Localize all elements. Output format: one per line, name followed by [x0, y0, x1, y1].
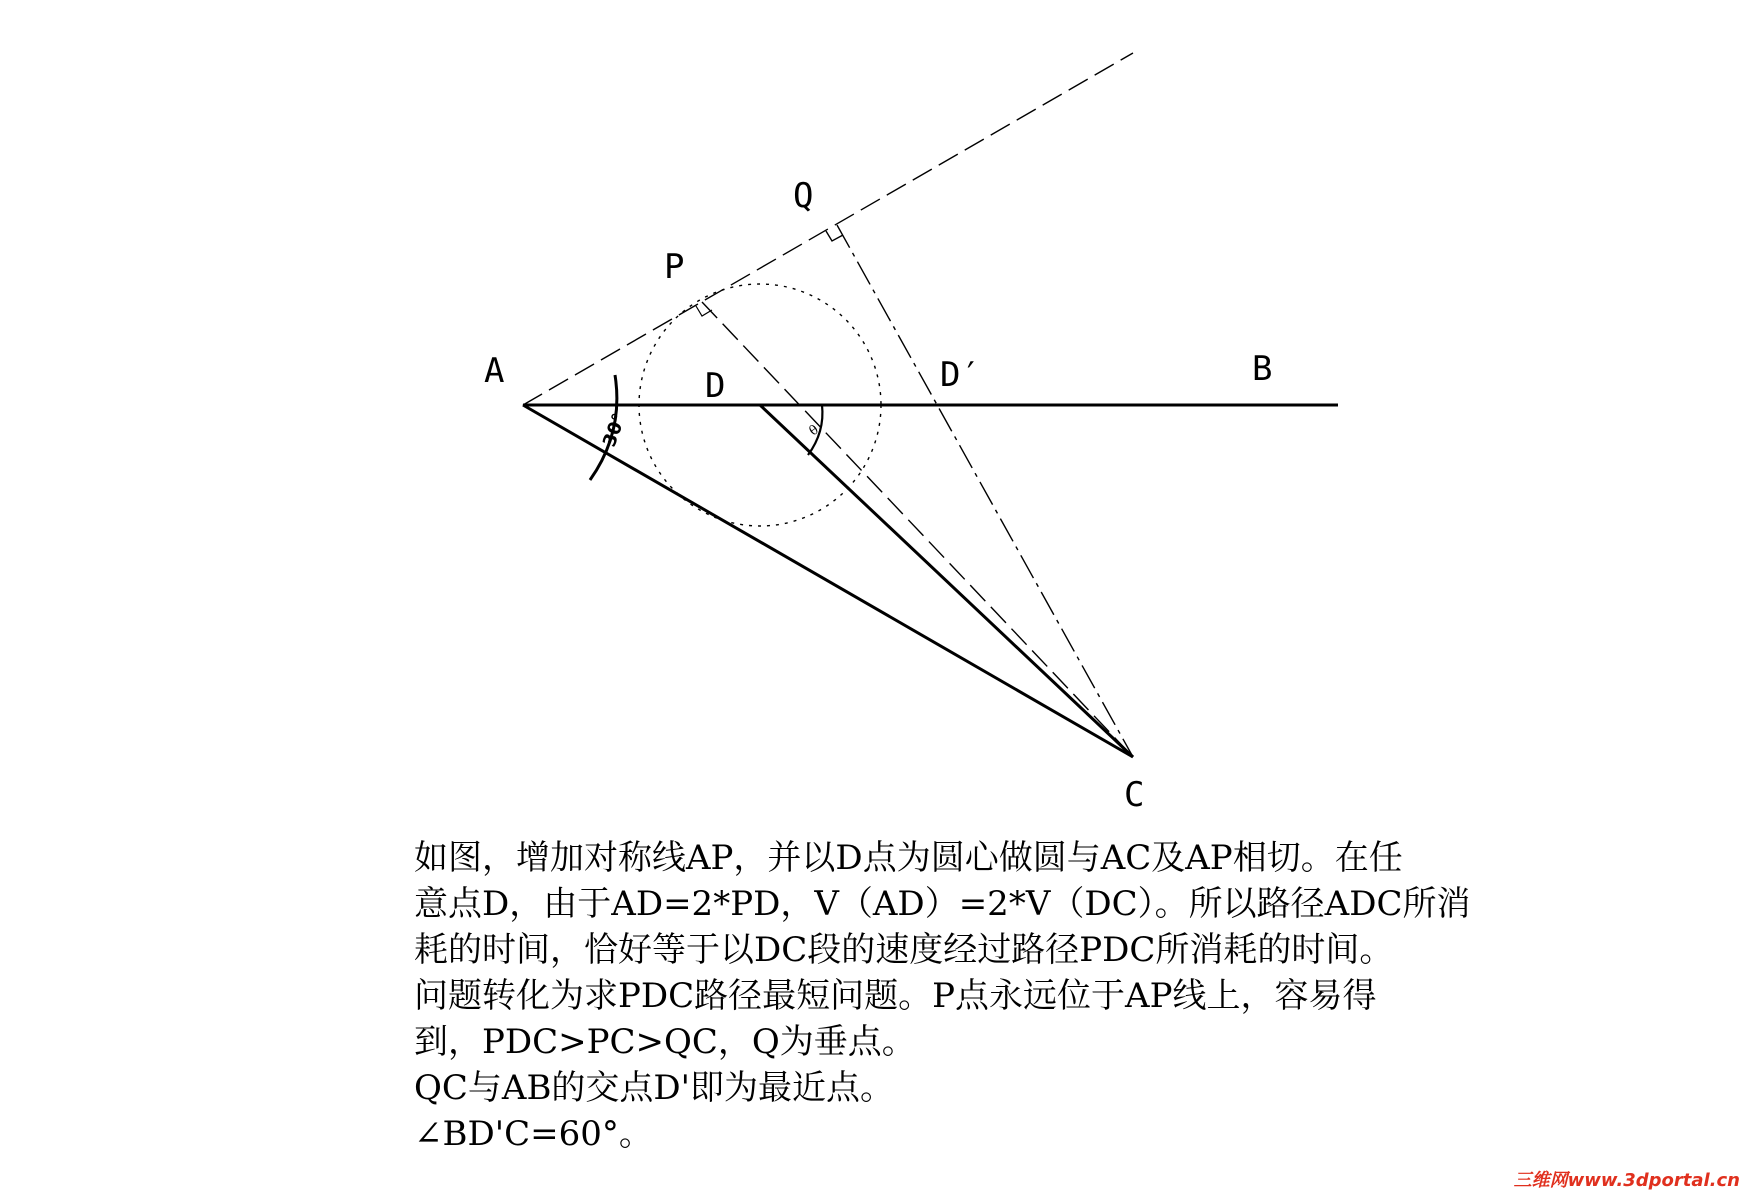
angle-label-30: 30° [598, 410, 631, 450]
explanation-line: QC与AB的交点D'即为最近点。 [414, 1068, 895, 1108]
angle-label-theta: θ [806, 422, 822, 440]
explanation-line: 耗的时间，恰好等于以DC段的速度经过路径PDC所消耗的时间。 [414, 930, 1394, 970]
label-A: A [484, 351, 505, 391]
label-C: C [1124, 775, 1145, 815]
label-Q: Q [793, 176, 814, 216]
label-D: D [705, 366, 726, 406]
explanation-line: 问题转化为求PDC路径最短问题。P点永远位于AP线上，容易得 [414, 976, 1377, 1016]
line-PD [702, 302, 1133, 757]
label-B: B [1252, 349, 1273, 389]
explanation-line: 到，PDC>PC>QC，Q为垂点。 [414, 1022, 916, 1062]
explanation-line: ∠BD'C=60°。 [414, 1114, 653, 1154]
line-AP-symmetry [523, 53, 1133, 405]
label-P: P [664, 247, 685, 287]
right-angle-mark-P [696, 306, 712, 316]
line-DC [760, 405, 1133, 757]
label-D-prime: D′ [940, 355, 981, 395]
watermark: 三维网www.3dportal.cn [1513, 1170, 1740, 1191]
explanation-line: 意点D，由于AD=2*PD，V（AD）=2*V（DC）。所以路径ADC所消 [414, 884, 1471, 924]
line-AC [523, 405, 1133, 757]
explanation-line: 如图，增加对称线AP，并以D点为圆心做圆与AC及AP相切。在任 [414, 838, 1403, 878]
explanation-text [414, 835, 1471, 1157]
